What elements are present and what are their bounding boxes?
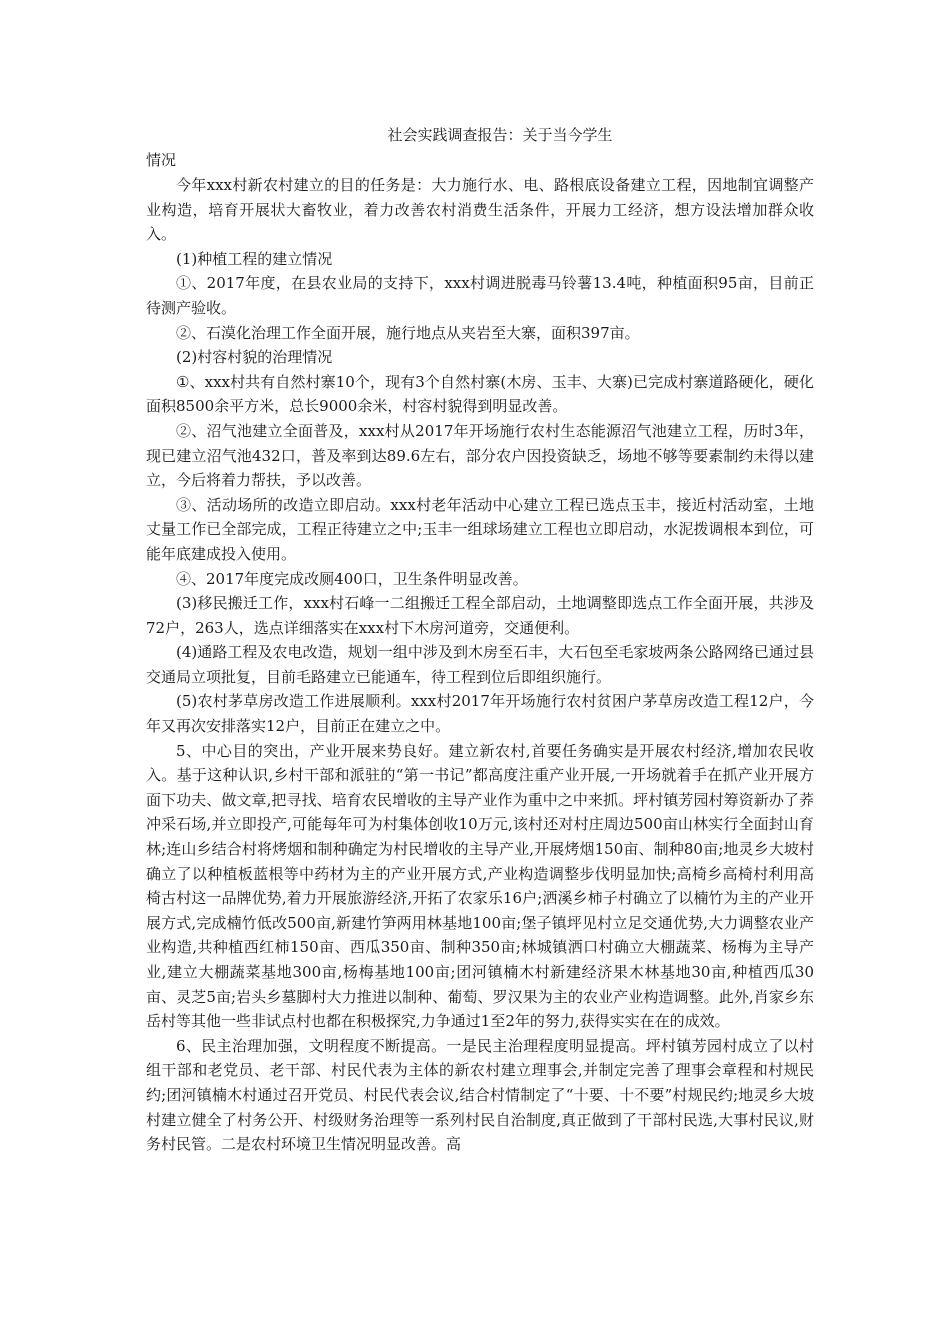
title-continuation: 情况 <box>146 151 177 169</box>
document-page <box>146 122 814 1157</box>
paragraph: ①、2017年度，在县农业局的支持下，xxx村调进脱毒马铃薯13.4吨，种植面积95亩，目前正待测产验收。 <box>146 274 814 317</box>
paragraph: 5、中心目的突出，产业开展来势良好。建立新农村,首要任务确实是开展农村经济,增加农民收入。基于这种认识,乡村干部和派驻的“第一书记”都高度注重产业开展,一开场就着手在抓产业开展方面下功夫、做文章,把寻找、培育农民增收的主导产业作为重中之中来抓。坪村镇芳园村筹资新办了荞冲采石场,并立即投产,可能每年可为村集体创收10万元,该村还对村庄周边500亩山林实行全面封山育林;连山乡结合村将烤烟和制种确定为村民增收的主导产业,开展烤烟150亩、制种80亩;地灵乡大坡村确立了以种植板蓝根等中药材为主的产业开展方式,产业构造调整步伐明显加快;高椅乡高椅村利用高椅古村这一品牌优势,着力开展旅游经济,开拓了农家乐16户;洒溪乡柿子村确立了以楠竹为主的产业开展方式,完成楠竹低改500亩,新建竹笋两用林基地100亩;堡子镇坪见村立足交通优势,大力调整农业产业构造,共种植西红柿150亩、西瓜350亩、制种350亩;林城镇洒口村确立大棚蔬菜、杨梅为主导产业,建立大棚蔬菜基地300亩,杨梅基地100亩;团河镇楠木村新建经济果木林基地30亩,种植西瓜30亩、灵芝5亩;岩头乡墓脚村大力推进以制种、葡萄、罗汉果为主的农业产业构造调整。此外,肖家乡东岳村等其他一些非试点村也都在积极探究,力争通过1至2年的努力,获得实实在在的成效。 <box>146 741 814 1031</box>
paragraph: (3)移民搬迁工作，xxx村石峰一二组搬迁工程全部启动，土地调整即选点工作全面开展，共涉及72户，263人，选点详细落实在xxx村下木房河道旁，交通便利。 <box>146 594 814 637</box>
paragraph: ②、石漠化治理工作全面开展，施行地点从夹岩至大寨，面积397亩。 <box>176 323 640 342</box>
paragraph: 6、民主治理加强，文明程度不断提高。一是民主治理程度明显提高。坪村镇芳园村成立了以村组干部和老党员、老干部、村民代表为主体的新农村建立理事会,并制定完善了理事会章程和村规民约;团河镇楠木村通过召开党员、村民代表会议,结合村情制定了“十要、十不要”村规民约;地灵乡大坡村建立健全了村务公开、村级财务治理等一系列村民自治制度,真正做到了干部村民选,大事村民议,财务村民管。二是农村环境卫生情况明显改善。高 <box>146 1036 814 1154</box>
paragraph: ②、沼气池建立全面普及，xxx村从2017年开场施行农村生态能源沼气池建立工程，历时3年，现已建立沼气池432口，普及率到达89.6左右，部分农户因投资缺乏，场地不够等要素制约未得以建立，今后将着力帮扶，予以改善。 <box>146 421 814 490</box>
paragraph: (4)通路工程及农电改造，规划一组中涉及到木房至石丰，大石包至毛家坡两条公路网络已通过县交通局立项批复，目前毛路建立已能通车，待工程到位后即组织施行。 <box>146 643 814 686</box>
paragraph: (2)村容村貌的治理情况 <box>176 348 333 367</box>
paragraph: ①、xxx村共有自然村寨10个，现有3个自然村寨(木房、玉丰、大寨)已完成村寨道路硬化，硬化面积8500余平方米，总长9000余米，村容村貌得到明显改善。 <box>146 372 814 416</box>
paragraph: (5)农村茅草房改造工作进展顺利。xxx村2017年开场施行农村贫困户茅草房改造工程12户，今年又再次安排落实12户，目前正在建立之中。 <box>146 692 814 736</box>
paragraph: (1)种植工程的建立情况 <box>176 249 333 268</box>
paragraph: ④、2017年度完成改厕400口，卫生条件明显改善。 <box>176 569 528 588</box>
document-title: 社会实践调查报告：关于当今学生 <box>387 126 613 144</box>
paragraph: 今年xxx村新农村建立的目的任务是：大力施行水、电、路根底设备建立工程，因地制宜调整产业构造，培育开展状大畜牧业，着力改善农村消费生活条件，开展力工经济，想方设法增加群众收入。 <box>146 176 814 244</box>
paragraph: ③、活动场所的改造立即启动。xxx村老年活动中心建立工程已选点玉丰，接近村活动室，土地丈量工作已全部完成，工程正待建立之中;玉丰一组球场建立工程也立即启动，水泥拨调根本到位，可能年底建成投入使用。 <box>146 495 814 563</box>
